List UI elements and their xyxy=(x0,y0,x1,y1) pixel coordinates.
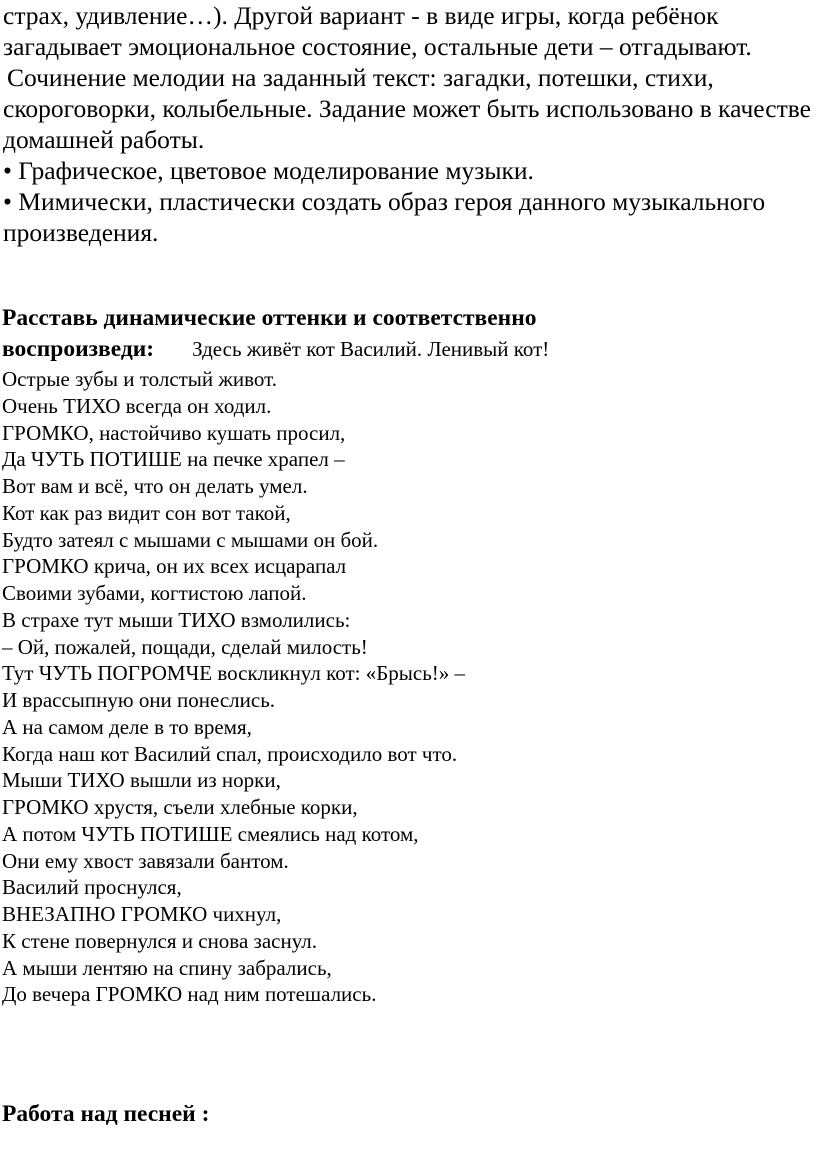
poem-verse: Мыши ТИХО вышли из норки, xyxy=(2,768,281,793)
poem-verse: ГРОМКО хрустя, съели хлебные корки, xyxy=(2,795,358,819)
poem-verse: В страхе тут мыши ТИХО взмолились: xyxy=(2,607,351,632)
poem-verse: Кот как раз видит сон вот такой, xyxy=(2,500,291,525)
poem-verse: А потом ЧУТЬ ПОТИШЕ смеялись над котом, xyxy=(2,821,419,846)
poem-verse: Будто затеял с мышами с мышами он бой. xyxy=(2,527,379,552)
bullet-graphic-modeling: • Графическое, цветовое моделирование музыки. xyxy=(3,156,534,185)
poem-verse: Острые зубы и толстый живот. xyxy=(2,367,277,391)
poem-verse: Очень ТИХО всегда он ходил. xyxy=(2,393,272,418)
poem-verses xyxy=(2,366,812,1008)
poem-verse: Своими зубами, когтистою лапой. xyxy=(2,581,307,605)
poem-verse: Василий проснулся, xyxy=(2,875,182,900)
poem-first-verse: Здесь живёт кот Василий. Ленивый кот! xyxy=(192,337,550,361)
intro-paragraph-emotions: страх, удивление…). Другой вариант - в виде игры, когда ребёнок загадывает эмоциональное состояние, остальные дети – отгадывают. xyxy=(3,1,752,61)
poem-verse: Они ему хвост завязали бантом. xyxy=(2,848,289,873)
song-work-heading: Работа над песней : xyxy=(2,1101,210,1127)
bullet-mimic-image: • Мимически, пластически создать образ героя данного музыкального произведения. xyxy=(3,187,766,247)
poem-verse: К стене повернулся и снова заснул. xyxy=(2,928,317,953)
poem-verse: ВНЕЗАПНО ГРОМКО чихнул, xyxy=(2,902,282,926)
poem-verse: Да ЧУТЬ ПОТИШЕ на печке храпел – xyxy=(2,447,345,472)
poem-verse: Вот вам и всё, что он делать умел. xyxy=(2,474,308,498)
poem-verse: А на самом деле в то время, xyxy=(2,714,252,739)
poem-verse: А мыши лентяю на спину забрались, xyxy=(2,955,332,980)
exercise-heading: Расставь динамические оттенки и соответственно xyxy=(2,305,537,331)
poem-verse: Тут ЧУТЬ ПОГРОМЧЕ воскликнул кот: «Брысь!» – xyxy=(2,661,466,686)
poem-verse: Когда наш кот Василий спал, происходило вот что. xyxy=(2,741,458,766)
poem-verse: До вечера ГРОМКО над ним потешались. xyxy=(2,982,377,1007)
poem-verse: – Ой, пожалей, пощади, сделай милость! xyxy=(2,634,368,659)
exercise-heading-line2 xyxy=(2,334,812,365)
intro-section xyxy=(3,0,811,248)
intro-paragraph-composition: Сочинение мелодии на заданный текст: загадки, потешки, стихи, скороговорки, колыбельные. Задание может быть использовано в качестве домашней работы. xyxy=(3,63,811,154)
poem-verse: ГРОМКО, настойчиво кушать просил, xyxy=(2,420,346,445)
poem-verse: И врассыпную они понеслись. xyxy=(2,688,276,712)
poem-verse: ГРОМКО крича, он их всех исцарапал xyxy=(2,554,347,579)
exercise-heading-end: воспроизведи: xyxy=(2,336,155,362)
